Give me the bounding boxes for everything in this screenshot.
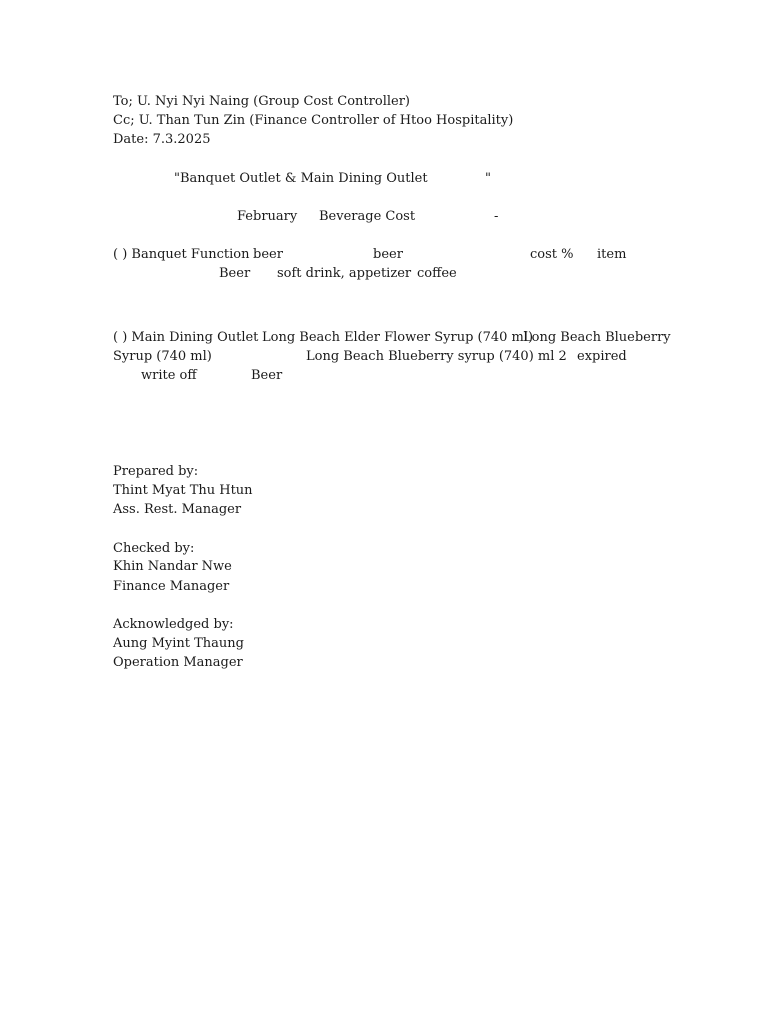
checked-by-title: Finance Manager <box>113 579 230 594</box>
intro-dash: - <box>494 209 499 224</box>
para2-write-off: write off <box>141 368 197 383</box>
para1-beer-2: beer <box>373 247 403 262</box>
para1-soft-drink: soft drink, appetizer <box>277 266 412 281</box>
date-line: Date: 7.3.2025 <box>113 132 211 147</box>
acknowledged-by-label: Acknowledged by: <box>113 617 234 632</box>
para2-blueberry-1: Long Beach Blueberry <box>523 330 671 345</box>
para2-elder-flower: Long Beach Elder Flower Syrup (740 ml) <box>262 330 534 345</box>
intro-month: February <box>237 209 298 224</box>
para1-cost-percent: cost % <box>530 247 574 262</box>
checked-by-name: Khin Nandar Nwe <box>113 559 232 574</box>
to-line: To; U. Nyi Nyi Naing (Group Cost Controller) <box>113 94 410 109</box>
para1-banquet-function: ( ) Banquet Function <box>113 247 250 262</box>
checked-by-label: Checked by: <box>113 541 195 556</box>
acknowledged-by-title: Operation Manager <box>113 655 243 670</box>
para2-expired: expired <box>577 349 627 364</box>
prepared-by-label: Prepared by: <box>113 464 199 479</box>
para1-item: item <box>597 247 627 262</box>
para2-main-dining: ( ) Main Dining Outlet <box>113 330 259 345</box>
para2-blueberry-2: Long Beach Blueberry syrup (740) ml 2 <box>306 349 567 364</box>
para2-syrup-size: Syrup (740 ml) <box>113 349 212 364</box>
cc-line: Cc; U. Than Tun Zin (Finance Controller of Htoo Hospitality) <box>113 113 514 128</box>
para1-beer-1: beer <box>253 247 283 262</box>
acknowledged-by-name: Aung Myint Thaung <box>113 636 244 651</box>
prepared-by-title: Ass. Rest. Manager <box>113 502 242 517</box>
prepared-by-name: Thint Myat Thu Htun <box>113 483 253 498</box>
para1-coffee: coffee <box>417 266 457 281</box>
para1-beer-3: Beer <box>219 266 251 281</box>
subject-close: " <box>485 171 491 186</box>
intro-cost: Beverage Cost <box>319 209 416 224</box>
subject-open: "Banquet Outlet & Main Dining Outlet <box>174 171 428 186</box>
para2-beer: Beer <box>251 368 283 383</box>
